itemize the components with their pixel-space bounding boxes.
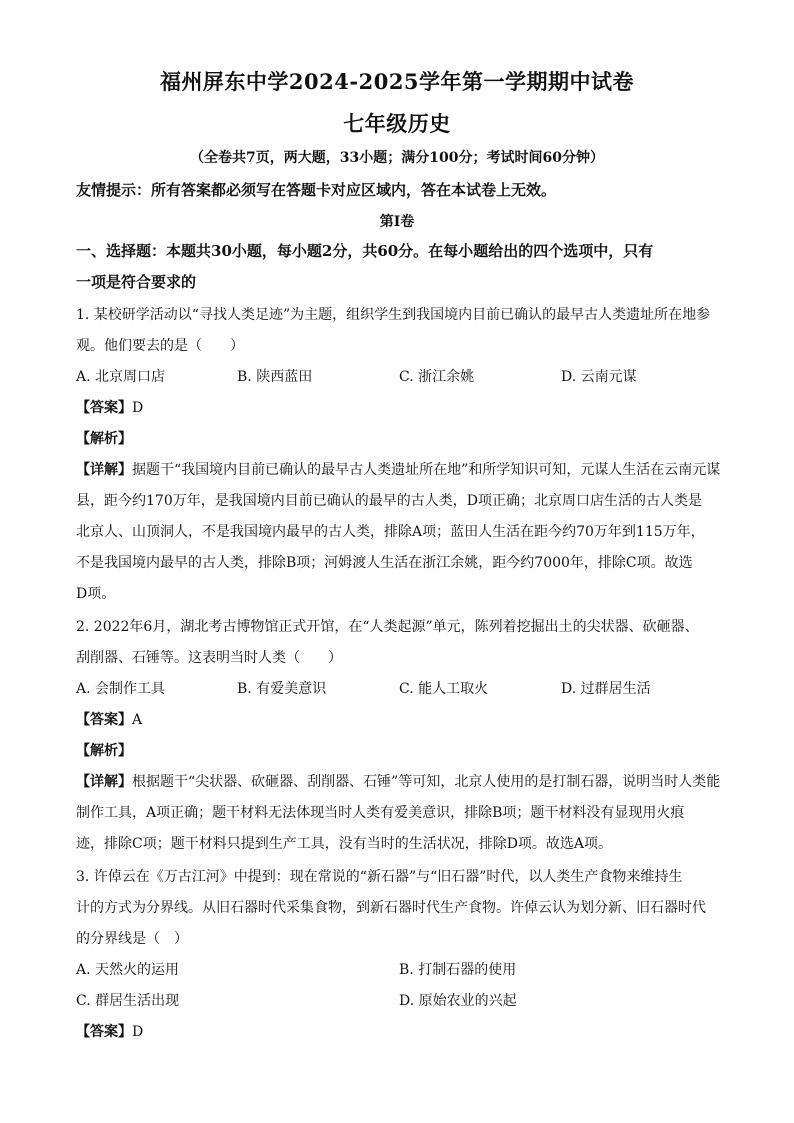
q1-detail-line1: [76, 459, 720, 479]
q3-option-b: B. 打制石器的使用: [399, 962, 517, 978]
q1-analysis: [76, 428, 132, 448]
q1-stem-line2: 观。他们要去的是（ ）: [76, 338, 244, 354]
q2-detail-text: 根据题干“尖状器、砍砸器、刮削器、石锤”等可知，北京人使用的是打制石器，说明当时人类能: [132, 774, 721, 790]
q3-option-c: C. 群居生活出现: [76, 993, 180, 1009]
q1-detail-line2: 县，距今约170万年，是我国境内目前已确认的最早的古人类，D项正确；北京周口店生活的古人类是: [76, 493, 702, 509]
exam-info: （全卷共7页，两大题，33小题；满分100分；考试时间60分钟）: [190, 150, 604, 166]
exam-subtitle: 七年级历史: [343, 111, 451, 136]
answer-label: 【答案】: [76, 712, 132, 728]
q2-option-d: D. 过群居生活: [561, 681, 651, 697]
q1-option-b: B. 陕西蓝田: [237, 369, 313, 385]
q1-detail-line4: 不是我国境内最早的古人类，排除B项；河姆渡人生活在浙江余姚，距今约7000年，排除C项。故选: [76, 555, 693, 571]
section-heading-line2: 一项是符合要求的: [76, 273, 197, 291]
section-heading-line1: 一、选择题：本题共30小题，每小题2分，共60分。在每小题给出的四个选项中，只有: [76, 242, 654, 260]
q1-option-d: D. 云南元谋: [561, 369, 637, 385]
q2-stem-line1: 2. 2022年6月，湖北考古博物馆正式开馆，在“人类起源”单元，陈列着挖掘出土的尖状器、砍砸器、: [76, 619, 699, 635]
q1-option-c: C. 浙江余姚: [399, 369, 475, 385]
q2-detail-line1: [76, 771, 720, 791]
q2-answer: [76, 709, 142, 729]
q2-analysis: [76, 740, 132, 760]
q1-answer-value: D: [132, 400, 144, 416]
q3-option-d: D. 原始农业的兴起: [399, 993, 517, 1009]
q2-detail-line3: 迹，排除C项；题干材料只提到生产工具，没有当时的生活状况，排除D项。故选A项。: [76, 836, 613, 852]
answer-label: 【答案】: [76, 1024, 132, 1040]
exam-title: 福州屏东中学2024-2025学年第一学期期中试卷: [159, 69, 635, 94]
q2-answer-value: A: [132, 712, 143, 728]
q3-answer-value: D: [132, 1024, 144, 1040]
q1-detail-line5: D项。: [76, 586, 116, 602]
analysis-label: 【解析】: [76, 743, 132, 759]
q1-detail-text: 据题干“我国境内目前已确认的最早古人类遗址所在地”和所学知识可知，元谋人生活在云南元谋: [132, 462, 721, 478]
answer-label: 【答案】: [76, 400, 132, 416]
volume-heading: 第Ⅰ卷: [379, 214, 415, 230]
q2-detail-line2: 制作工具，A项正确；题干材料无法体现当时人类有爱美意识，排除B项；题干材料没有显现用火痕: [76, 805, 685, 821]
q2-option-a: A. 会制作工具: [76, 681, 166, 697]
detail-label: 【详解】: [76, 462, 132, 478]
q1-stem-line1: 1. 某校研学活动以“寻找人类足迹”为主题，组织学生到我国境内目前已确认的最早古人类遗址所在地参: [76, 307, 711, 323]
exam-tip: 友情提示：所有答案都必须写在答题卡对应区域内，答在本试卷上无效。: [76, 181, 557, 199]
q2-option-c: C. 能人工取火: [399, 681, 489, 697]
q1-detail-line3: 北京人、山顶洞人，不是我国境内最早的古人类，排除A项；蓝田人生活在距今约70万年到115万年，: [76, 524, 705, 540]
q1-answer: [76, 397, 143, 417]
q3-answer: [76, 1021, 143, 1041]
q3-option-a: A. 天然火的运用: [76, 962, 180, 978]
detail-label: 【详解】: [76, 774, 132, 790]
analysis-label: 【解析】: [76, 431, 132, 447]
q2-stem-line2: 刮削器、石锤等。这表明当时人类（ ）: [76, 650, 342, 666]
q2-option-b: B. 有爱美意识: [237, 681, 327, 697]
q1-option-a: A. 北京周口店: [76, 369, 166, 385]
q3-stem-line2: 计的方式为分界线。从旧石器时代采集食物，到新石器时代生产食物。许倬云认为划分新、旧石器时代: [76, 900, 706, 916]
q3-stem-line1: 3. 许倬云在《万古江河》中提到：现在常说的“新石器”与“旧石器”时代，以人类生产食物来维持生: [76, 869, 683, 885]
q3-stem-line3: 的分界线是（ ）: [76, 931, 188, 947]
